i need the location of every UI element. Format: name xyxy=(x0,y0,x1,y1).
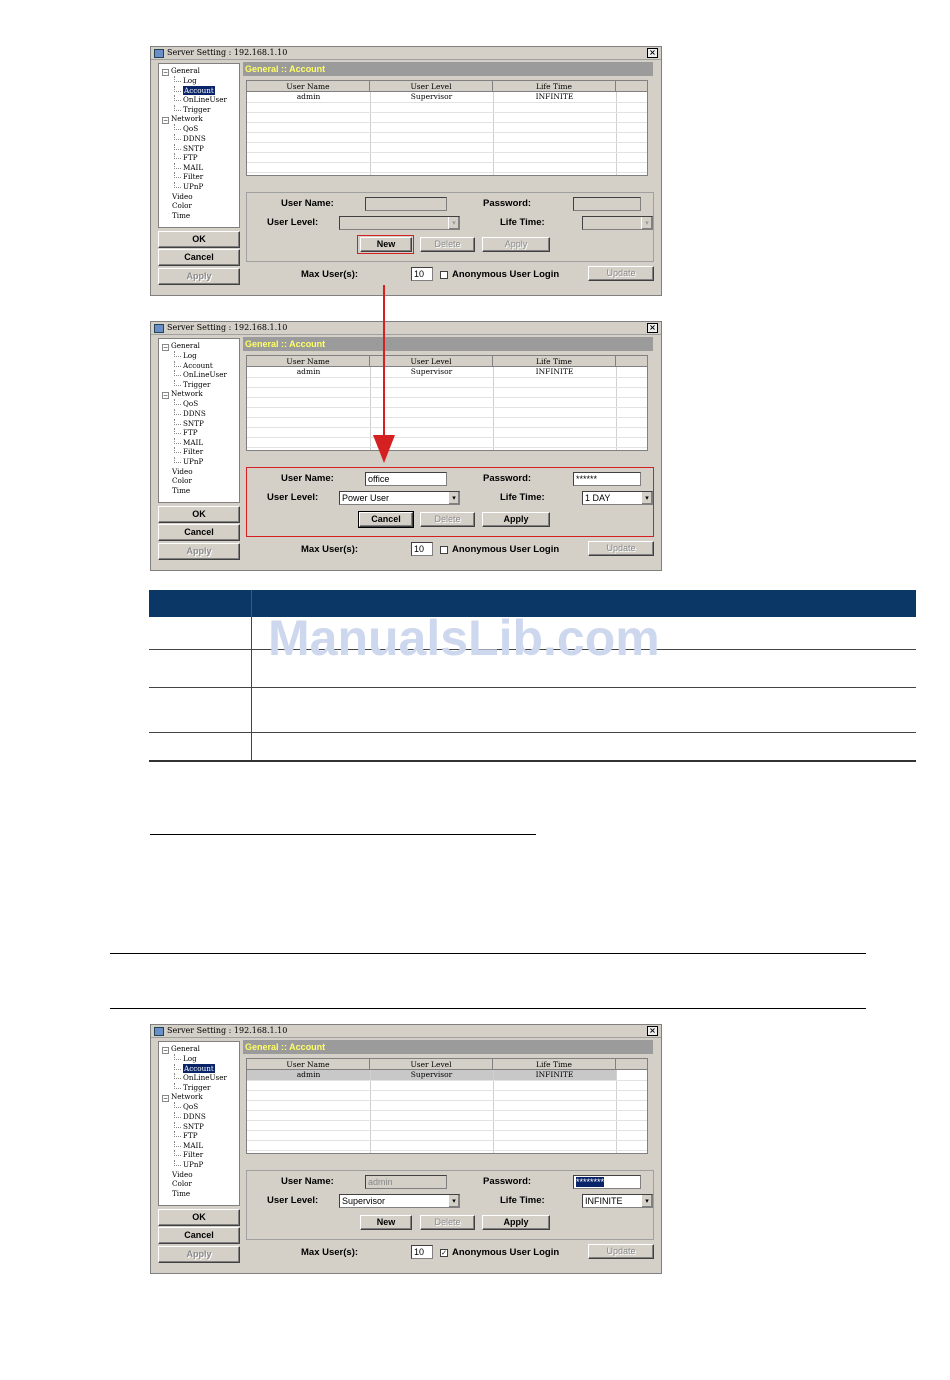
column-header-user-name[interactable]: User Name xyxy=(247,356,370,367)
tree-item-network[interactable]: − Network xyxy=(163,389,203,400)
tree-item-ftp[interactable]: FTP xyxy=(162,1131,239,1141)
update-button[interactable]: Update xyxy=(588,1244,654,1259)
life-time-select[interactable] xyxy=(582,491,653,505)
tree-item-general[interactable]: − General xyxy=(163,341,200,351)
column-header-user-name[interactable]: User Name xyxy=(247,81,370,92)
table-column-divider xyxy=(251,617,252,760)
password-value: ******** xyxy=(576,1177,605,1187)
collapse-icon[interactable]: − xyxy=(163,69,169,76)
user-name-label: User Name: xyxy=(281,1176,334,1187)
user-level-select[interactable] xyxy=(339,1194,460,1208)
max-users-input[interactable]: 10 xyxy=(411,1245,433,1259)
window-title: Server Setting : 192.168.1.10 xyxy=(167,48,288,57)
tree-item-network[interactable]: − Network xyxy=(163,114,203,125)
tree-item-color[interactable]: Color xyxy=(172,476,192,486)
column-header-blank xyxy=(616,356,648,367)
tree-item-mail[interactable]: MAIL xyxy=(162,1141,239,1151)
cell-life-time[interactable]: INFINITE xyxy=(535,1070,574,1079)
cell-user-level[interactable]: Supervisor xyxy=(410,1070,453,1079)
column-header-user-level[interactable]: User Level xyxy=(370,1059,493,1070)
password-input[interactable] xyxy=(573,1175,641,1189)
tree-item-video[interactable]: Video xyxy=(172,191,193,201)
tree-item-ddns[interactable]: DDNS xyxy=(162,134,239,144)
settings-tree xyxy=(158,338,240,503)
anonymous-login-label: Anonymous User Login xyxy=(452,544,560,555)
tree-item-qos[interactable]: QoS xyxy=(162,124,239,134)
user-level-value: Power User xyxy=(342,493,390,503)
user-name-label: User Name: xyxy=(281,198,334,209)
title-bar xyxy=(151,1025,661,1038)
settings-tree xyxy=(158,1041,240,1206)
cancel-button[interactable]: Cancel xyxy=(158,1227,240,1244)
app-icon xyxy=(154,49,164,58)
life-time-select[interactable] xyxy=(582,216,653,230)
account-form xyxy=(246,1170,654,1240)
account-form-highlighted xyxy=(246,467,654,537)
cell-user-level[interactable]: Supervisor xyxy=(410,367,453,376)
tree-item-filter[interactable]: Filter xyxy=(162,1150,239,1160)
divider-line xyxy=(110,1008,866,1009)
tree-item-general[interactable]: − General xyxy=(163,66,200,76)
table-row xyxy=(149,688,916,733)
window-title: Server Setting : 192.168.1.10 xyxy=(167,323,288,332)
user-level-label: User Level: xyxy=(267,492,319,503)
collapse-icon[interactable]: − xyxy=(163,1095,169,1103)
tree-item-color[interactable]: Color xyxy=(172,201,192,211)
app-icon xyxy=(154,324,164,333)
dropdown-arrow-icon[interactable]: ▾ xyxy=(448,217,459,229)
password-input[interactable] xyxy=(573,197,641,211)
server-setting-window-2 xyxy=(150,321,662,571)
server-setting-window-3 xyxy=(150,1024,662,1274)
close-icon[interactable]: × xyxy=(647,48,658,58)
highlight-box xyxy=(357,235,414,254)
tree-item-sntp[interactable]: SNTP xyxy=(162,144,239,154)
title-bar xyxy=(151,47,661,60)
tree-item-upnp[interactable]: UPnP xyxy=(162,457,239,467)
tree-item-filter[interactable]: Filter xyxy=(162,447,239,457)
anonymous-login-label: Anonymous User Login xyxy=(452,1247,560,1258)
tree-item-log[interactable]: Log xyxy=(162,76,239,86)
life-time-label: Life Time: xyxy=(500,492,545,503)
cancel-button[interactable]: Cancel xyxy=(158,524,240,541)
user-name-input[interactable]: office xyxy=(365,472,447,486)
new-button[interactable]: New xyxy=(360,237,412,252)
app-icon xyxy=(154,1027,164,1036)
column-header-user-name[interactable]: User Name xyxy=(247,1059,370,1070)
collapse-icon[interactable]: − xyxy=(163,1047,169,1054)
divider-line xyxy=(150,834,536,835)
anonymous-login-label: Anonymous User Login xyxy=(452,269,560,280)
tree-item-sntp[interactable]: SNTP xyxy=(162,419,239,429)
tree-item-ddns[interactable]: DDNS xyxy=(162,409,239,419)
tree-item-ftp[interactable]: FTP xyxy=(162,153,239,163)
tree-item-qos[interactable]: QoS xyxy=(162,399,239,409)
life-time-value: 1 DAY xyxy=(585,493,611,503)
column-header-life-time[interactable]: Life Time xyxy=(493,356,616,367)
cell-life-time[interactable]: INFINITE xyxy=(535,367,574,376)
close-icon[interactable]: × xyxy=(647,323,658,333)
dropdown-arrow-icon[interactable]: ▾ xyxy=(641,492,652,504)
tree-item-trigger[interactable]: Trigger xyxy=(162,1083,239,1093)
column-header-user-level[interactable]: User Level xyxy=(370,81,493,92)
title-bar xyxy=(151,322,661,335)
update-button[interactable]: Update xyxy=(588,266,654,281)
panel-header: General :: Account xyxy=(243,337,653,351)
tree-item-onlineuser[interactable]: OnLineUser xyxy=(162,1073,239,1083)
account-table xyxy=(246,355,648,451)
user-level-select[interactable] xyxy=(339,491,460,505)
panel-header: General :: Account xyxy=(243,1040,653,1054)
cell-life-time[interactable]: INFINITE xyxy=(535,92,574,101)
user-level-select[interactable] xyxy=(339,216,460,230)
password-label: Password: xyxy=(483,198,532,209)
password-input[interactable]: ****** xyxy=(573,472,641,486)
delete-button[interactable]: Delete xyxy=(420,237,475,252)
cell-user-name[interactable]: admin xyxy=(296,1070,321,1079)
user-name-label: User Name: xyxy=(281,473,334,484)
delete-button[interactable]: Delete xyxy=(420,512,475,527)
tree-item-sntp[interactable]: SNTP xyxy=(162,1122,239,1132)
tree-item-time[interactable]: Time xyxy=(172,1188,191,1198)
account-table xyxy=(246,1058,648,1154)
tree-item-onlineuser[interactable]: OnLineUser xyxy=(162,95,239,105)
max-users-label: Max User(s): xyxy=(301,544,359,555)
tree-item-upnp[interactable]: UPnP xyxy=(162,1160,239,1170)
anonymous-login-checkbox[interactable]: ✓ xyxy=(441,1249,447,1257)
dropdown-arrow-icon[interactable]: ▾ xyxy=(641,217,652,229)
user-level-value: Supervisor xyxy=(342,1196,386,1206)
dropdown-arrow-icon[interactable]: ▾ xyxy=(448,1195,459,1207)
window-title: Server Setting : 192.168.1.10 xyxy=(167,1026,288,1035)
dropdown-arrow-icon[interactable]: ▾ xyxy=(641,1195,652,1207)
password-label: Password: xyxy=(483,1176,532,1187)
column-header-blank xyxy=(616,1059,648,1070)
life-time-label: Life Time: xyxy=(500,217,545,228)
max-users-label: Max User(s): xyxy=(301,269,359,280)
new-button[interactable]: New xyxy=(360,1215,412,1230)
table-row xyxy=(149,733,916,762)
tree-item-time[interactable]: Time xyxy=(172,485,191,495)
settings-tree xyxy=(158,63,240,228)
tree-item-filter[interactable]: Filter xyxy=(162,172,239,182)
max-users-input[interactable]: 10 xyxy=(411,542,433,556)
collapse-icon[interactable]: − xyxy=(163,392,169,400)
tree-item-account[interactable]: Account xyxy=(162,361,239,371)
apply-button[interactable]: Apply xyxy=(158,543,240,560)
apply-form-button[interactable]: Apply xyxy=(482,512,550,527)
tree-item-onlineuser[interactable]: OnLineUser xyxy=(162,370,239,380)
password-label: Password: xyxy=(483,473,532,484)
column-header-life-time[interactable]: Life Time xyxy=(493,1059,616,1070)
tree-item-log[interactable]: Log xyxy=(162,1054,239,1064)
tree-item-log[interactable]: Log xyxy=(162,351,239,361)
user-level-label: User Level: xyxy=(267,217,319,228)
table-header-divider xyxy=(251,590,252,617)
tree-item-trigger[interactable]: Trigger xyxy=(162,380,239,390)
tree-item-video[interactable]: Video xyxy=(172,1169,193,1179)
column-header-user-level[interactable]: User Level xyxy=(370,356,493,367)
collapse-icon[interactable]: − xyxy=(163,117,169,125)
tree-item-account[interactable]: Account xyxy=(162,1064,239,1074)
ok-button[interactable]: OK xyxy=(158,231,240,248)
tree-item-video[interactable]: Video xyxy=(172,466,193,476)
tree-item-mail[interactable]: MAIL xyxy=(162,163,239,173)
max-users-label: Max User(s): xyxy=(301,1247,359,1258)
tree-item-trigger[interactable]: Trigger xyxy=(162,105,239,115)
server-setting-window-1 xyxy=(150,46,662,296)
life-time-value: INFINITE xyxy=(585,1196,623,1206)
ok-button[interactable]: OK xyxy=(158,506,240,523)
life-time-label: Life Time: xyxy=(500,1195,545,1206)
tree-item-upnp[interactable]: UPnP xyxy=(162,182,239,192)
tree-item-mail[interactable]: MAIL xyxy=(162,438,239,448)
tree-item-network[interactable]: − Network xyxy=(163,1092,203,1103)
cell-user-level[interactable]: Supervisor xyxy=(410,92,453,101)
apply-form-button[interactable]: Apply xyxy=(482,1215,550,1230)
tree-item-ftp[interactable]: FTP xyxy=(162,428,239,438)
user-name-input[interactable]: admin xyxy=(365,1175,447,1189)
collapse-icon[interactable]: − xyxy=(163,344,169,351)
tree-item-color[interactable]: Color xyxy=(172,1179,192,1189)
tree-item-general[interactable]: − General xyxy=(163,1044,200,1054)
account-table xyxy=(246,80,648,176)
cancel-form-button[interactable]: Cancel xyxy=(359,512,413,527)
tree-item-ddns[interactable]: DDNS xyxy=(162,1112,239,1122)
close-icon[interactable]: × xyxy=(647,1026,658,1036)
red-arrow-icon xyxy=(370,285,400,470)
apply-button[interactable]: Apply xyxy=(158,1246,240,1263)
panel-header: General :: Account xyxy=(243,62,653,76)
delete-button[interactable]: Delete xyxy=(420,1215,475,1230)
user-name-input[interactable] xyxy=(365,197,447,211)
cancel-button[interactable]: Cancel xyxy=(158,249,240,266)
cell-user-name[interactable]: admin xyxy=(296,367,321,376)
tree-item-time[interactable]: Time xyxy=(172,210,191,220)
ok-button[interactable]: OK xyxy=(158,1209,240,1226)
apply-form-button[interactable]: Apply xyxy=(482,237,550,252)
anonymous-login-checkbox[interactable] xyxy=(440,271,448,279)
divider-line xyxy=(110,953,866,954)
tree-item-account[interactable]: Account xyxy=(162,86,239,96)
update-button[interactable]: Update xyxy=(588,541,654,556)
tree-item-qos[interactable]: QoS xyxy=(162,1102,239,1112)
dropdown-arrow-icon[interactable]: ▾ xyxy=(448,492,459,504)
column-header-life-time[interactable]: Life Time xyxy=(493,81,616,92)
user-level-label: User Level: xyxy=(267,1195,319,1206)
max-users-input[interactable]: 10 xyxy=(411,267,433,281)
anonymous-login-checkbox[interactable] xyxy=(440,546,448,554)
column-header-blank xyxy=(616,81,648,92)
apply-button[interactable]: Apply xyxy=(158,268,240,285)
cell-user-name[interactable]: admin xyxy=(296,92,321,101)
watermark: ManualsLib.com xyxy=(268,610,660,666)
life-time-select[interactable] xyxy=(582,1194,653,1208)
account-form xyxy=(246,192,654,262)
